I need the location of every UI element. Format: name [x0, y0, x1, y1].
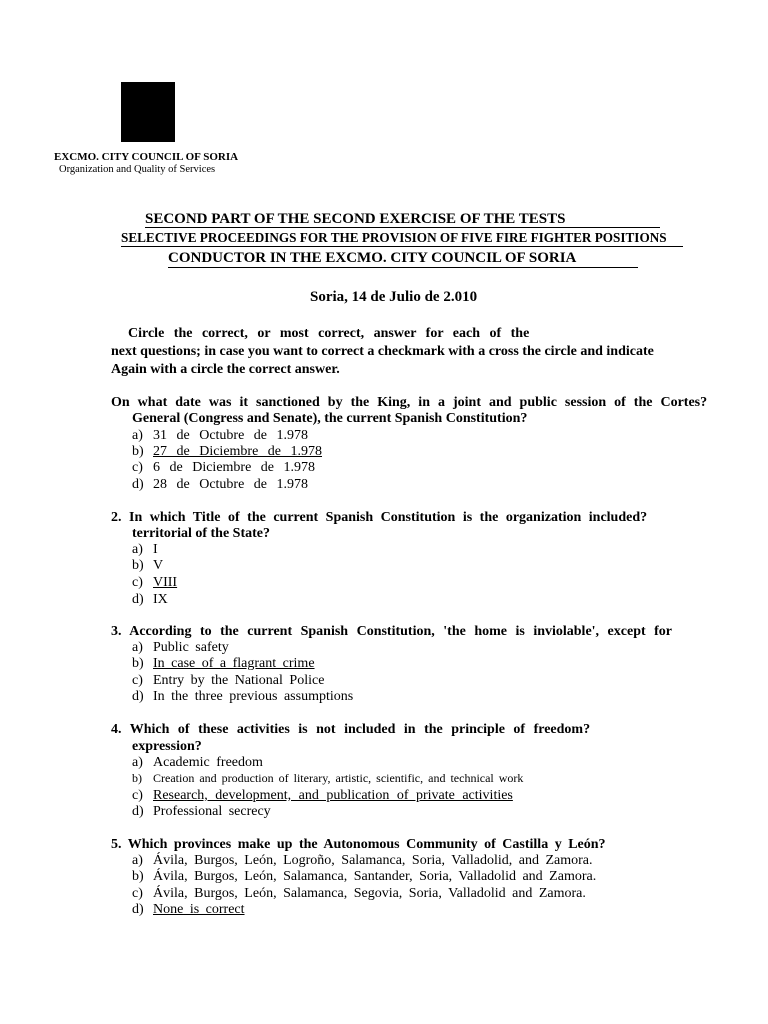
answer-letter: b)	[132, 444, 144, 459]
title-line-2: SELECTIVE PROCEEDINGS FOR THE PROVISION OF FIVE FIRE FIGHTER POSITIONS	[121, 230, 667, 245]
answer-letter: c)	[132, 886, 143, 901]
answer-letter: c)	[132, 460, 143, 475]
answer-text: Creation and production of literary, artistic, scientific, and technical work	[153, 771, 524, 785]
answer-text: IX	[153, 592, 168, 607]
question-1-answer-b	[132, 444, 322, 460]
answer-text: 31 de Octubre de 1.978	[153, 428, 309, 443]
answer-letter: c)	[132, 575, 143, 590]
question-4-answer-b	[132, 771, 523, 786]
answer-text-selected: None is correct	[153, 902, 245, 917]
answer-text: 6 de Diciembre de 1.978	[153, 460, 316, 475]
answer-text: Ávila, Burgos, León, Salamanca, Segovia, Soria, Valladolid and Zamora.	[153, 886, 586, 901]
question-5-answer-a	[132, 853, 593, 869]
question-1-answer-c	[132, 460, 315, 476]
title-line-1: SECOND PART OF THE SECOND EXERCISE OF THE TESTS	[145, 211, 566, 227]
answer-text: Public safety	[153, 640, 229, 655]
answer-text: Entry by the National Police	[153, 673, 325, 688]
question-5-answer-b	[132, 869, 596, 885]
answer-letter: b)	[132, 558, 144, 573]
question-3-answer-a	[132, 640, 229, 656]
question-4-answer-d	[132, 804, 271, 820]
question-3-text: 3. According to the current Spanish Constitution, 'the home is inviolable', except for	[111, 624, 673, 639]
answer-text: Ávila, Burgos, León, Salamanca, Santander, Soria, Valladolid and Zamora.	[153, 869, 597, 884]
council-logo	[121, 82, 175, 142]
answer-text-selected: 27 de Diciembre de 1.978	[153, 444, 323, 459]
question-1-answer-d	[132, 477, 308, 493]
question-2-text-cont: territorial of the State?	[132, 526, 270, 541]
title-underline-3	[168, 267, 638, 268]
answer-letter: b)	[132, 656, 144, 671]
answer-letter: c)	[132, 788, 143, 803]
org-subtitle: Organization and Quality of Services	[59, 164, 216, 175]
answer-text: Academic freedom	[153, 755, 263, 770]
answer-letter: a)	[132, 853, 143, 868]
question-2-answer-c	[132, 575, 177, 591]
title-underline-2	[121, 246, 683, 247]
answer-letter: d)	[132, 689, 144, 704]
answer-text: In the three previous assumptions	[153, 689, 354, 704]
answer-letter: d)	[132, 477, 144, 492]
question-1-text: On what date was it sanctioned by the King, in a joint and public session of the Cortes?	[111, 395, 708, 410]
answer-text: Professional secrecy	[153, 804, 271, 819]
answer-letter: b)	[132, 869, 144, 884]
title-line-3: CONDUCTOR IN THE EXCMO. CITY COUNCIL OF SORIA	[168, 250, 577, 266]
answer-letter: d)	[132, 902, 144, 917]
answer-letter: c)	[132, 673, 143, 688]
answer-letter: a)	[132, 755, 143, 770]
question-2-answer-a	[132, 542, 158, 558]
answer-letter: b)	[132, 771, 142, 785]
answer-text-selected: Research, development, and publication of private activities	[153, 788, 513, 803]
question-4-answer-c	[132, 788, 513, 804]
question-2-text: 2. In which Title of the current Spanish Constitution is the organization included?	[111, 510, 648, 525]
question-4-answer-a	[132, 755, 263, 771]
answer-text: Ávila, Burgos, León, Logroño, Salamanca, Soria, Valladolid, and Zamora.	[153, 853, 593, 868]
question-3-answer-d	[132, 689, 353, 705]
question-2-answer-b	[132, 558, 163, 574]
answer-letter: a)	[132, 542, 143, 557]
answer-text: V	[153, 558, 164, 573]
title-underline-1	[145, 227, 660, 228]
exam-date: Soria, 14 de Julio de 2.010	[310, 289, 478, 305]
answer-text: 28 de Octubre de 1.978	[153, 477, 309, 492]
question-2-answer-d	[132, 592, 168, 608]
question-5-answer-d	[132, 902, 245, 918]
question-5-text: 5. Which provinces make up the Autonomous Community of Castilla y León?	[111, 837, 606, 852]
instructions-line-3: Again with a circle the correct answer.	[111, 362, 340, 377]
question-4-text: 4. Which of these activities is not included in the principle of freedom?	[111, 722, 591, 737]
question-1-answer-a	[132, 428, 308, 444]
org-name: EXCMO. CITY COUNCIL OF SORIA	[54, 151, 239, 163]
answer-text: I	[153, 542, 158, 557]
question-3-answer-c	[132, 673, 324, 689]
question-1-text-cont: General (Congress and Senate), the current Spanish Constitution?	[132, 411, 528, 426]
answer-letter: a)	[132, 640, 143, 655]
answer-letter: d)	[132, 592, 144, 607]
instructions-line-2: next questions; in case you want to correct a checkmark with a cross the circle and indicate	[111, 344, 654, 359]
answer-text-selected: In case of a flagrant crime	[153, 656, 315, 671]
question-3-answer-b	[132, 656, 315, 672]
question-5-answer-c	[132, 886, 586, 902]
answer-letter: d)	[132, 804, 144, 819]
answer-text-selected: VIII	[153, 575, 178, 590]
question-4-text-cont: expression?	[132, 739, 202, 754]
instructions-line-1: Circle the correct, or most correct, answer for each of the	[128, 326, 530, 341]
answer-letter: a)	[132, 428, 143, 443]
